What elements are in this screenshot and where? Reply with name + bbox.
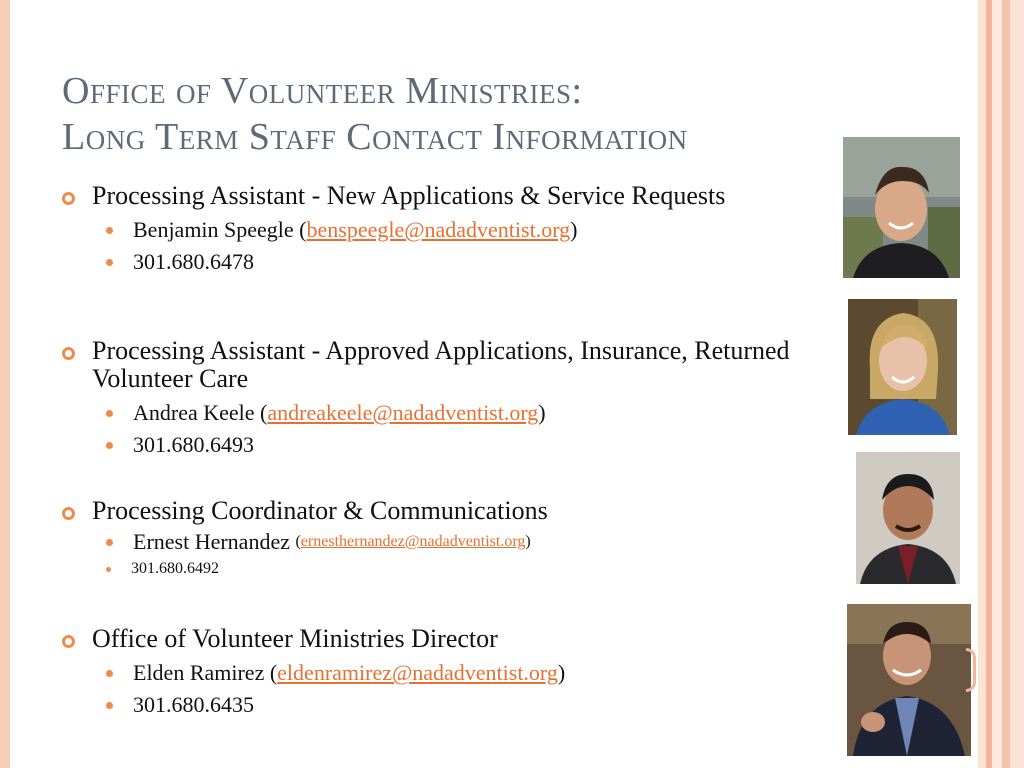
dot-bullet-icon	[106, 702, 113, 709]
staff-photo-2	[848, 299, 957, 435]
ring-bullet-icon	[62, 347, 75, 360]
role-title: Processing Coordinator & Communications	[92, 496, 548, 525]
ring-bullet-icon	[62, 192, 75, 205]
right-decorative-stripes	[978, 0, 1024, 768]
role-title: Office of Volunteer Ministries Director	[92, 624, 498, 653]
slide-title	[62, 68, 842, 160]
phone-row	[106, 557, 852, 581]
phone-number: 301.680.6492	[131, 560, 219, 577]
role-title: Processing Assistant - Approved Applications, Insurance, Returned Volunteer Care	[92, 336, 790, 393]
phone-row	[106, 689, 852, 721]
staff-photo-1	[843, 137, 960, 278]
dot-bullet-icon	[106, 259, 113, 266]
decorative-arc	[966, 648, 976, 692]
contact-section-2	[62, 337, 852, 461]
staff-photo-4	[847, 604, 971, 756]
dot-bullet-icon	[106, 567, 111, 572]
contact-section-3	[62, 497, 852, 581]
email-link[interactable]: eldenramirez@nadadventist.org	[277, 660, 558, 685]
dot-bullet-icon	[106, 670, 113, 677]
contact-name-row: Andrea Keele ( andreakeele@nadadventist.org )	[106, 397, 852, 429]
contact-section-4	[62, 625, 852, 721]
email-link[interactable]: benspeegle@nadadventist.org	[306, 217, 571, 242]
contact-name-row: Elden Ramirez ( eldenramirez@nadadventist.org )	[106, 657, 852, 689]
dot-bullet-icon	[106, 539, 113, 546]
contact-name-row: Ernest Hernandez ( ernesthernandez@nadadventist.org )	[106, 527, 852, 557]
phone-row	[106, 246, 852, 278]
staff-photo-3	[856, 452, 960, 584]
phone-number: 301.680.6435	[133, 692, 254, 717]
phone-number: 301.680.6478	[133, 249, 254, 274]
ring-bullet-icon	[62, 635, 75, 648]
phone-number: 301.680.6493	[133, 432, 254, 457]
dot-bullet-icon	[106, 410, 113, 417]
contact-section-1	[62, 182, 852, 278]
ring-bullet-icon	[62, 507, 75, 520]
contact-name-row: Benjamin Speegle ( benspeegle@nadadventist.org )	[106, 214, 852, 246]
dot-bullet-icon	[106, 227, 113, 234]
dot-bullet-icon	[106, 442, 113, 449]
email-link[interactable]: andreakeele@nadadventist.org	[267, 400, 539, 425]
title-line-2: Long Term Staff Contact Information	[62, 116, 688, 158]
email-link[interactable]: ernesthernandez@nadadventist.org	[300, 533, 526, 550]
role-title: Processing Assistant - New Applications & Service Requests	[92, 181, 726, 210]
left-border	[0, 0, 10, 768]
phone-row	[106, 429, 852, 461]
title-line-1: Office of Volunteer Ministries:	[62, 70, 583, 112]
